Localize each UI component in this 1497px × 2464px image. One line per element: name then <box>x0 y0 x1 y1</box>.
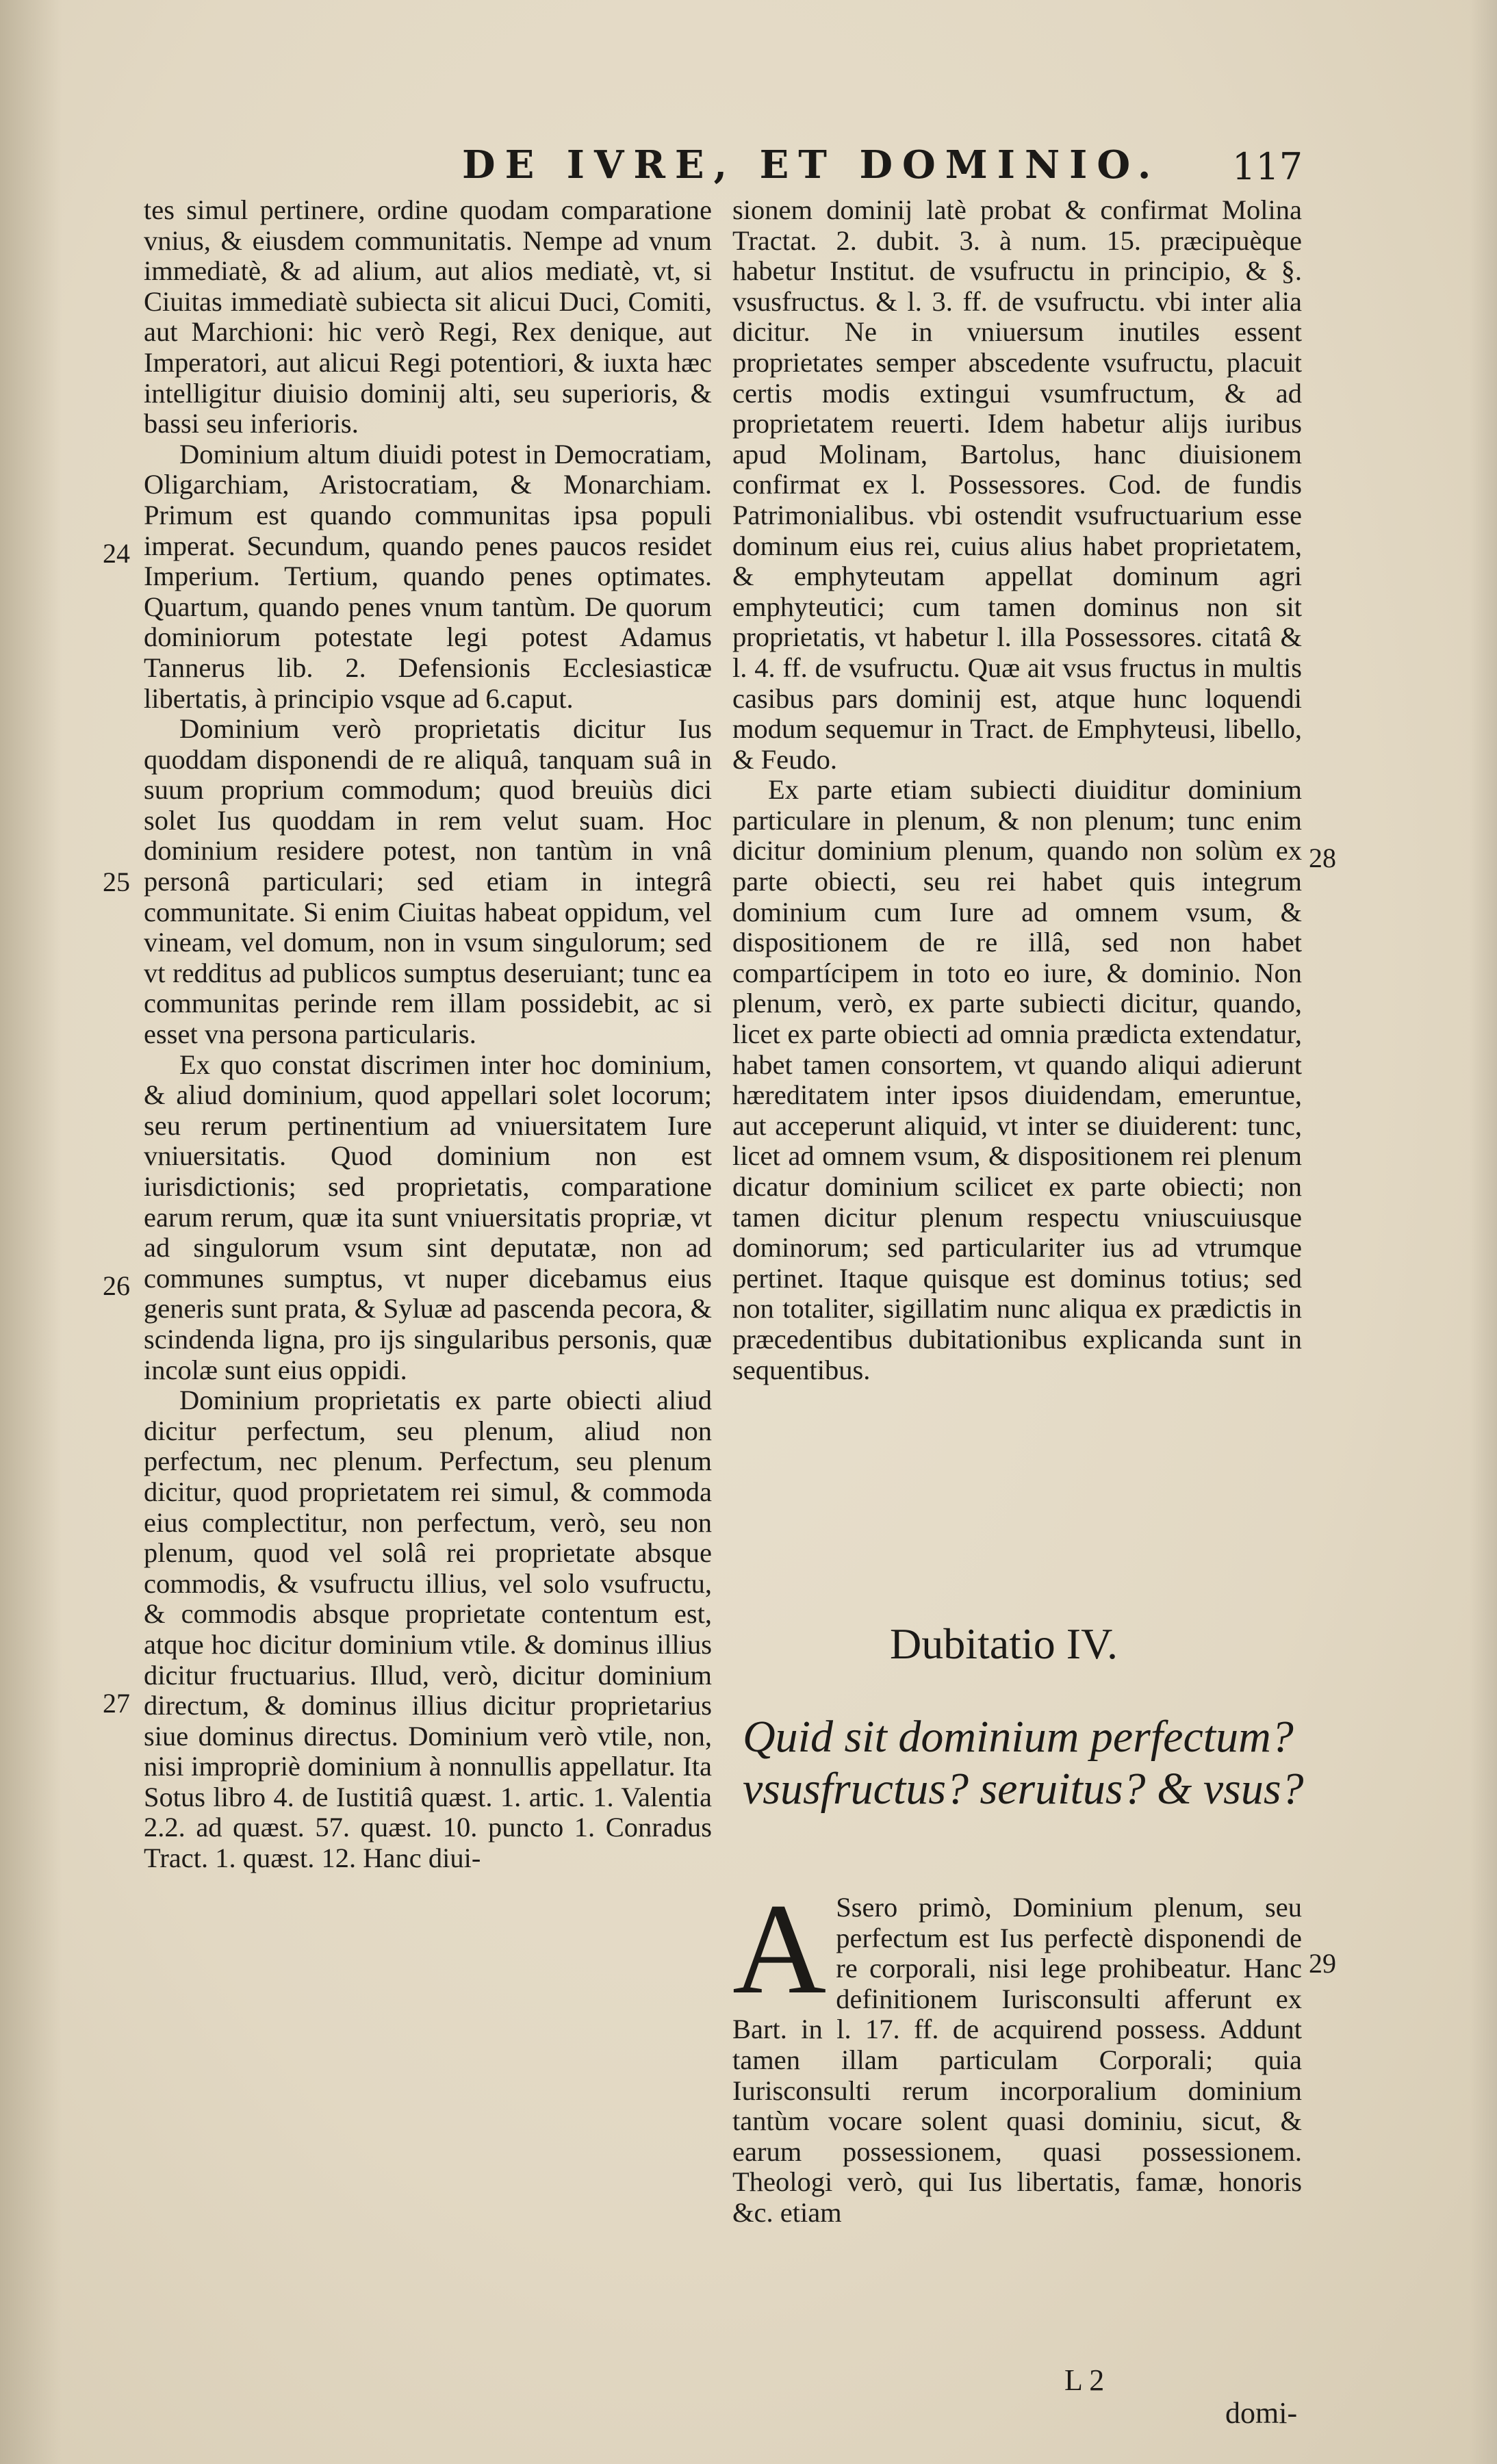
margin-number-27: 27 <box>103 1688 130 1719</box>
left-paragraph-3: Dominium verò proprietatis dicitur Ius quoddam disponendi de re aliquâ, tanquam suâ in suum proprium commodum; quod breuiùs dici solet Ius quoddam in rem velut suam. Hoc dominium residere potest, non tantùm in vnâ personâ particulari; sed etiam in integrâ communitate. Si enim Ciuitas habeat oppidum, vel vineam, vel domum, non in vsum singulorum; sed vt redditus ad publicos sumptus deseruiant; tunc ea communitas perinde rem illam possidebit, ac si esset vna persona particularis. <box>144 713 712 1050</box>
page-edge-shadow <box>1470 0 1497 2464</box>
catchword: domi- <box>1225 2396 1298 2430</box>
margin-number-28: 28 <box>1309 843 1336 873</box>
gutter-shadow <box>0 0 62 2464</box>
dubitatio-question: Quid sit dominium perfectum? vsusfructus? seruitus? & vsus? <box>743 1712 1304 1814</box>
page-number: 117 <box>1232 145 1303 188</box>
dubitatio-heading: Dubitatio IV. <box>890 1619 1118 1668</box>
dubitatio-body-text: Ssero primò, Dominium plenum, seu perfectum est Ius perfectè disponendi de re corporali, nisi lege prohibeatur. Hanc definitionem Iurisconsulti afferunt ex Bart. in l. 17. ff. de acquirend possess. Addunt tamen illam particulam Corporali; quia Iurisconsulti rerum incorporalium dominium tantùm vocare solent quasi dominiu, sicut, & earum possessionem, quasi possessionem. Theologi verò, qui Ius libertatis, famæ, honoris &c. etiam <box>732 1892 1302 2228</box>
dubitatio-body <box>732 1877 1302 2229</box>
left-column <box>144 195 712 1874</box>
drop-cap: A <box>732 1877 827 2021</box>
left-paragraph-4: Ex quo constat discrimen inter hoc dominium, & aliud dominium, quod appellari solet locorum; seu rerum pertinentium ad vniuersitatem Iure vniuersitatis. Quod dominium non est iurisdictionis; sed proprietatis, comparatione earum rerum, quæ ita sunt vniuersitatis propriæ, vt ad singulorum vsum sint deputatæ, non ad communes sumptus, vt nuper dicebamus eius generis sunt prata, & Syluæ ad pascenda pecora, & scindenda ligna, pro ijs singularibus personis, quæ incolæ sunt eius oppidi. <box>144 1049 712 1385</box>
margin-number-24: 24 <box>103 538 130 569</box>
left-paragraph-1: tes simul pertinere, ordine quodam comparatione vnius, & eiusdem communitatis. Nempe ad vnum immediatè, & ad alium, aut alios mediatè, vt, si Ciuitas immediatè subiecta sit alicui Duci, Comiti, aut Marchioni: hic verò Regi, Rex denique, aut Imperatori, aut alicui Regi potentiori, & iuxta hæc intelligitur diuisio dominij alti, seu superioris, & bassi seu inferioris. <box>144 194 712 439</box>
running-title: DE IVRE, ET DOMINIO. <box>462 142 1161 188</box>
right-paragraph-1: sionem dominij latè probat & confirmat Molina Tractat. 2. dubit. 3. à num. 15. præcipuèque habetur Institut. de vsufructu in principio, & §. vsusfructus. & l. 3. ff. de vsufructu. vbi inter alia dicitur. Ne in vniuersum inutiles essent proprietates semper abscedente vsufructu, placuit certis modis extingui vsumfructum, & ad proprietatem reuerti. Idem habetur alijs iuribus apud Molinam, Bartolus, hanc diuisionem confirmat ex l. Possessores. Cod. de fundis Patrimonialibus. vbi ostendit vsufructuarium esse dominum eius rei, cuius alius habet proprietatem, & emphyteutam appellat dominum agri emphyteutici; cum tamen dominus non sit proprietatis, vt habetur l. illa Possessores. citatâ & l. 4. ff. de vsufructu. Quæ ait vsus fructus in multis casibus pars dominij est, atque hunc loquendi modum sequemur in Tract. de Emphyteusi, libello, & Feudo. <box>732 194 1302 775</box>
right-paragraph-2: Ex parte etiam subiecti diuiditur dominium particulare in plenum, & non plenum; tunc enim dicitur dominium plenum, quando non solùm ex parte obiecti, seu rei habet quis integrum dominium cum Iure ad omnem vsum, & dispositionem de re illâ, sed non habet compartícipem in toto eo iure, & dominio. Non plenum, verò, ex parte subiecti dicitur, quando, licet ex parte obiecti ad omnia prædicta extendatur, habet tamen consortem, vt quando aliqui adierunt hæreditatem inter ipsos diuidendam, emeruntue, aut acceperunt aliquid, vt inter se diuiderent: tunc, licet ad omnem vsum, & dispositionem rei plenum dicatur dominium scilicet ex parte obiecti; non tamen dicitur plenum respectu vniuscuiusque dominorum; sed particulariter ius ad vtrumque pertinet. Itaque quisque est dominus totius; sed non totaliter, sigillatim nunc aliqua ex prædictis in præcedentibus dubitationibus explicanda sunt in sequentibus. <box>732 774 1302 1385</box>
right-column <box>732 195 1302 1385</box>
margin-number-29: 29 <box>1309 1948 1336 1979</box>
signature-mark: L 2 <box>1064 2363 1105 2397</box>
margin-number-25: 25 <box>103 867 130 897</box>
margin-number-26: 26 <box>103 1270 130 1301</box>
left-paragraph-2: Dominium altum diuidi potest in Democratiam, Oligarchiam, Aristocratiam, & Monarchiam. Primum est quando communitas ipsa populi imperat. Secundum, quando penes paucos residet Imperium. Tertium, quando penes optimates. Quartum, quando penes vnum tantùm. De quorum dominiorum potestate legi potest Adamus Tannerus lib. 2. Defensionis Ecclesiasticæ libertatis, à principio vsque ad 6.caput. <box>144 438 712 714</box>
left-paragraph-5: Dominium proprietatis ex parte obiecti aliud dicitur perfectum, seu plenum, aliud non perfectum, nec plenum. Perfectum, seu plenum dicitur, quod proprietatem rei simul, & commoda eius complectitur, non perfectum, verò, seu non plenum, quod vel solâ rei proprietate absque commodis, & vsufructu illius, vel solo vsufructu, & commodis absque proprietate contentum est, atque hoc dicitur dominium vtile. & dominus illius dicitur fructuarius. Illud, verò, dicitur dominium directum, & dominus illius dicitur proprietarius siue dominus directus. Dominium verò vtile, non, nisi impropriè dominium à nonnullis appellatur. Ita Sotus libro 4. de Iustitiâ quæst. 1. artic. 1. Valentia 2.2. ad quæst. 57. quæst. 10. puncto 1. Conradus Tract. 1. quæst. 12. Hanc diui- <box>144 1385 712 1874</box>
